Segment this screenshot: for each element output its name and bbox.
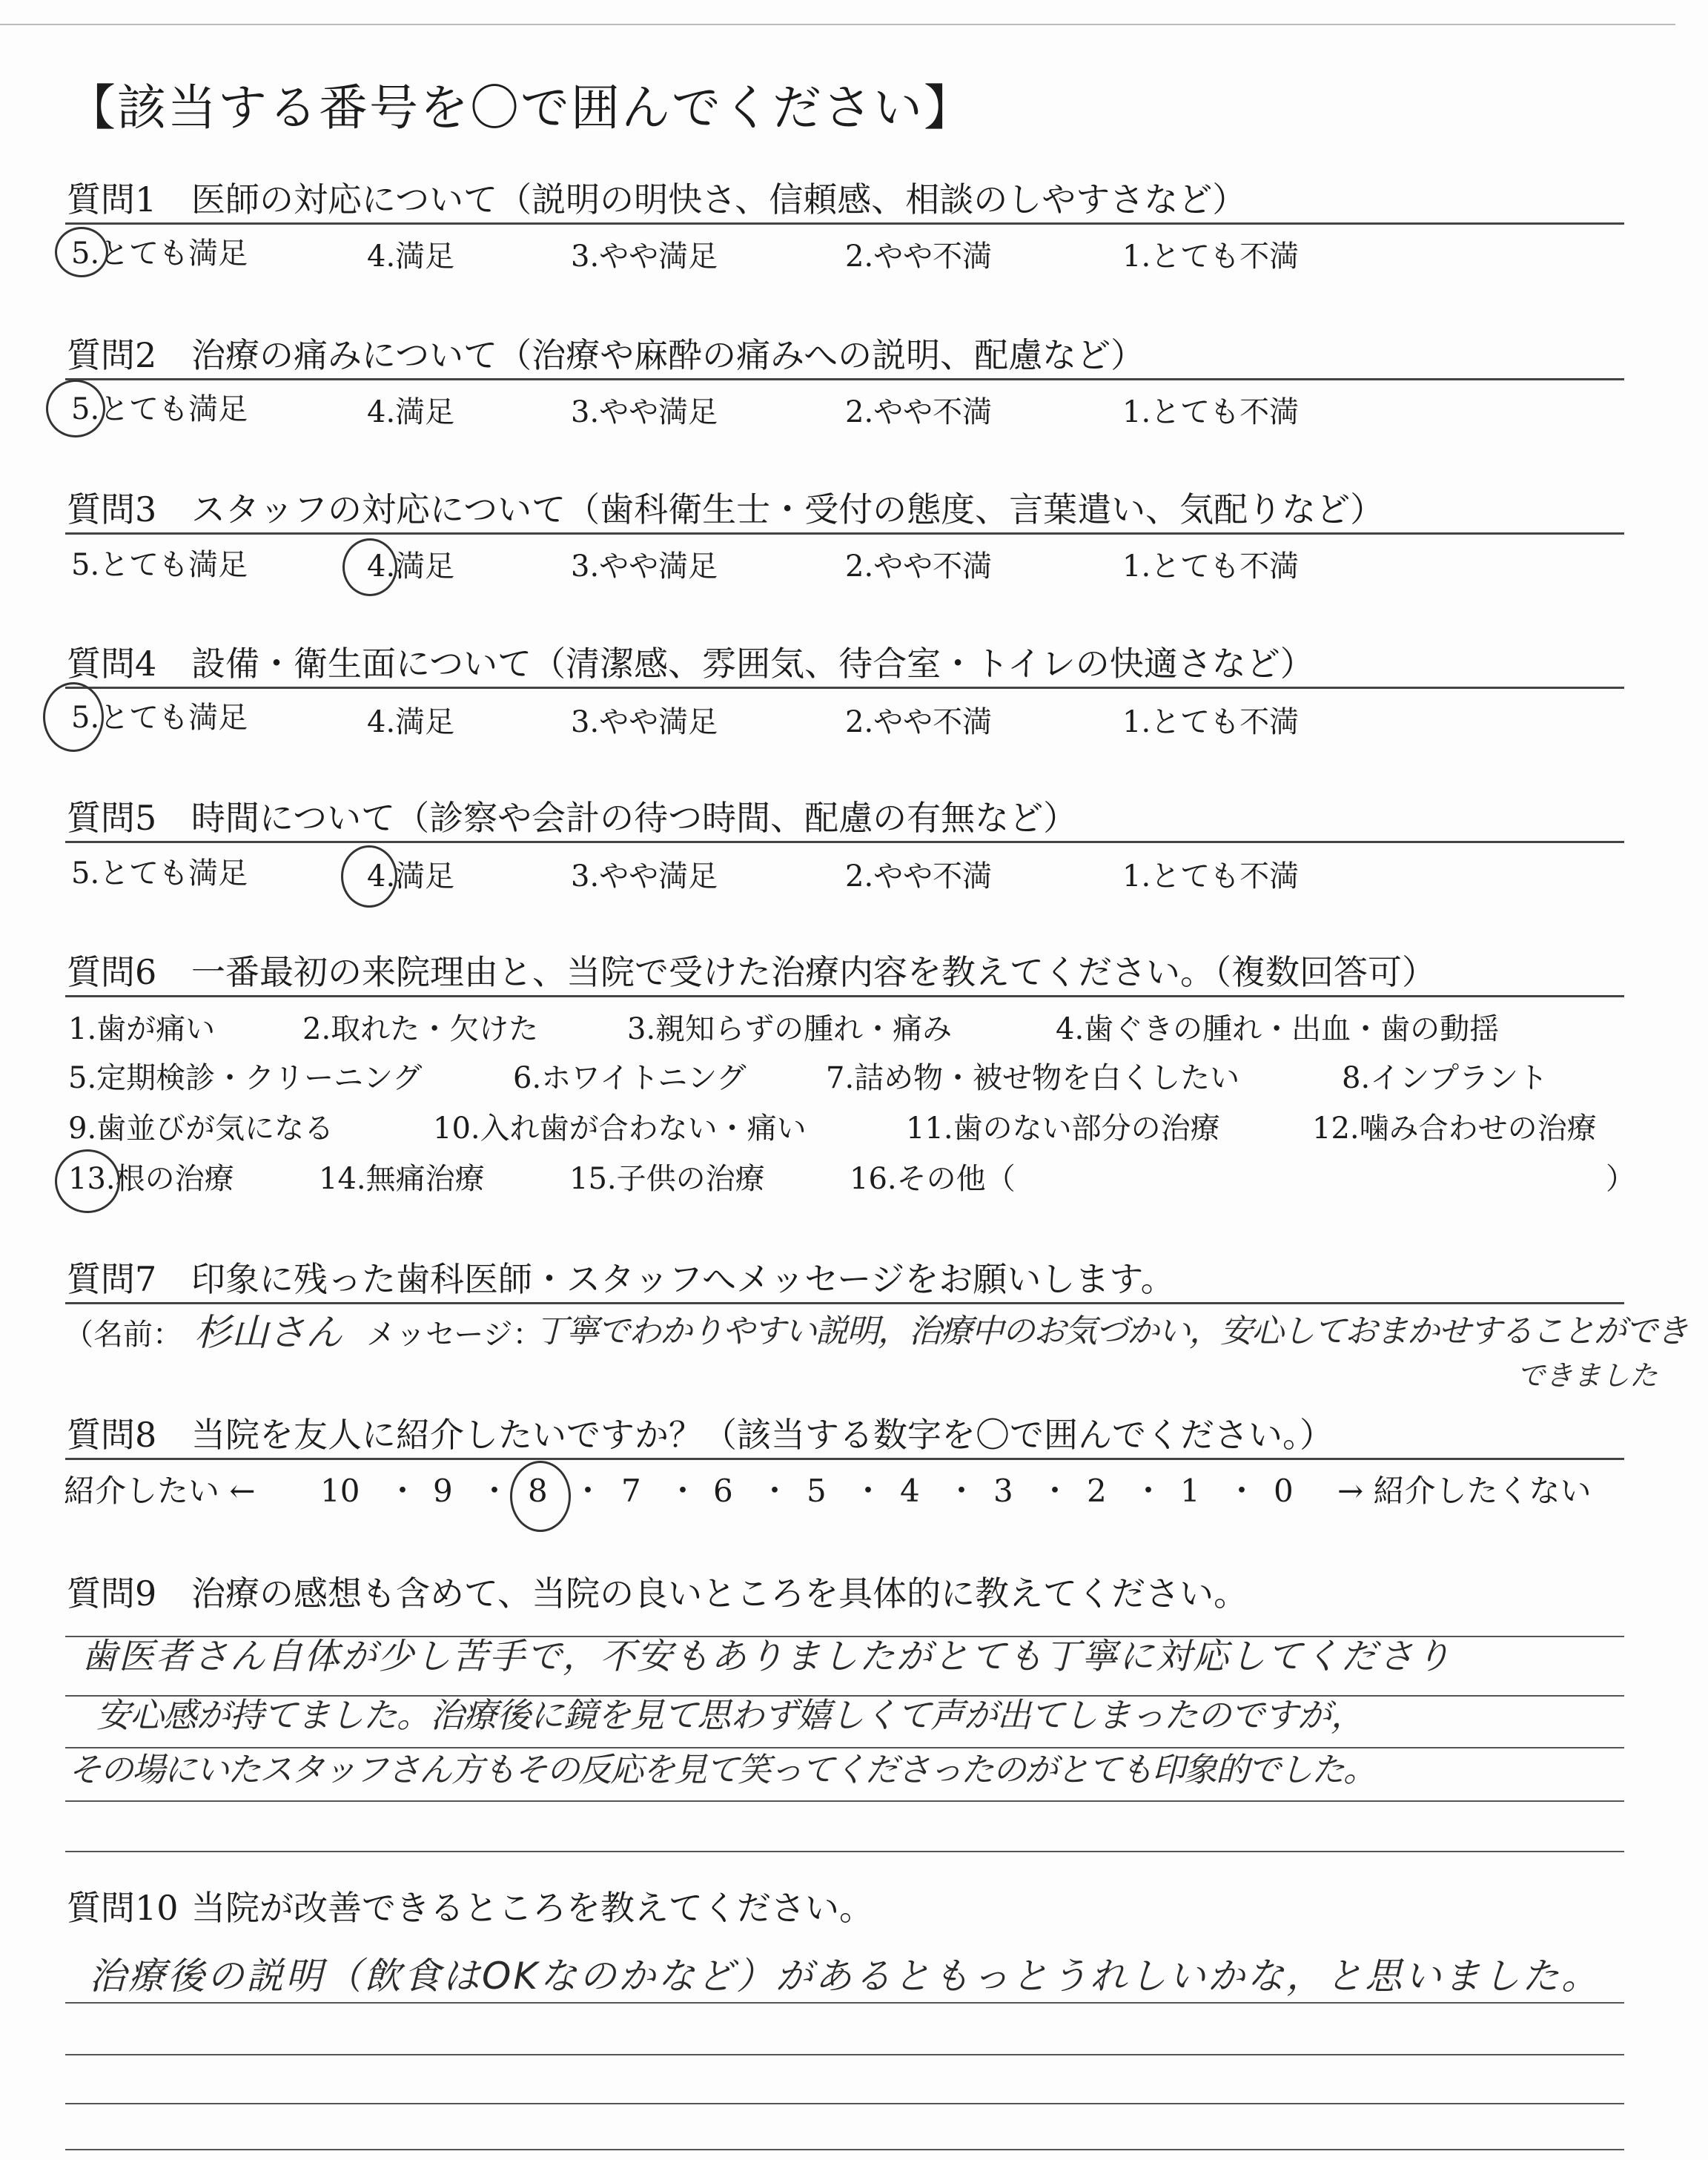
q3-choice-4[interactable]: 4.満足	[367, 549, 455, 584]
q6-option-6[interactable]: 6.ホワイトニング	[513, 1061, 747, 1095]
q1-label: 質問1	[67, 179, 157, 219]
q10-answer-line	[65, 2054, 1624, 2055]
q2-choice-5[interactable]: 5.とても満足	[71, 392, 248, 426]
q6-text: 一番最初の来院理由と、当院で受けた治療内容を教えてください。（複数回答可）	[191, 952, 1436, 992]
q10-answer-line	[65, 2002, 1624, 2004]
q5-label: 質問5	[67, 798, 157, 838]
q1-choice-3[interactable]: 3.やや満足	[571, 240, 718, 274]
q1-text: 医師の対応について（説明の明快さ、信頼感、相談のしやすさなど）	[191, 179, 1247, 219]
q7-name-value[interactable]: 杉山さん	[194, 1311, 342, 1354]
q6-option-10[interactable]: 10.入れ歯が合わない・痛い	[433, 1112, 807, 1146]
q8-sep: ・	[479, 1473, 511, 1509]
q5-heading	[67, 798, 1078, 838]
q10-heading	[67, 1888, 873, 1928]
q1-selected-circle	[55, 227, 108, 277]
q4-rule	[65, 687, 1624, 689]
q4-label: 質問4	[67, 644, 157, 684]
q8-value-10[interactable]: 10	[320, 1473, 360, 1509]
q1-heading	[67, 179, 1247, 219]
q8-sep: ・	[387, 1473, 419, 1509]
q7-name-label: （名前：	[64, 1318, 182, 1352]
page-title: 【該当する番号を〇で囲んでください】	[67, 79, 974, 136]
q10-answer-line	[65, 2149, 1624, 2150]
q9-answer-line	[65, 1747, 1624, 1748]
q8-value-8[interactable]: 8	[528, 1473, 548, 1509]
q3-rule	[65, 532, 1624, 535]
q8-sep: ・	[1133, 1473, 1165, 1509]
q6-option-16-close: ）	[1606, 1162, 1635, 1196]
q8-text: 当院を友人に紹介したいですか？（該当する数字を〇で囲んでください。）	[191, 1415, 1334, 1455]
q8-sep: ・	[667, 1473, 699, 1509]
q5-text: 時間について（診察や会計の待つ時間、配慮の有無など）	[191, 798, 1078, 838]
q8-value-5[interactable]: 5	[807, 1473, 827, 1509]
q7-message-label: メッセージ：	[366, 1318, 543, 1352]
q6-option-1[interactable]: 1.歯が痛い	[68, 1012, 216, 1046]
q6-option-2[interactable]: 2.取れた・欠けた	[302, 1012, 539, 1046]
q6-option-13[interactable]: 13.根の治療	[68, 1162, 234, 1196]
q8-value-4[interactable]: 4	[900, 1473, 920, 1509]
q5-choice-5[interactable]: 5.とても満足	[71, 856, 248, 891]
q4-choice-1[interactable]: 1.とても不満	[1122, 705, 1300, 739]
q6-option-12[interactable]: 12.噛み合わせの治療	[1312, 1112, 1597, 1146]
q7-heading	[67, 1259, 1175, 1299]
q6-option-15[interactable]: 15.子供の治療	[569, 1162, 765, 1196]
q3-label: 質問3	[67, 489, 157, 529]
q9-answer-line	[65, 1851, 1624, 1852]
q3-choice-5[interactable]: 5.とても満足	[71, 548, 248, 582]
q4-choice-3[interactable]: 3.やや満足	[571, 705, 718, 739]
q8-value-9[interactable]: 9	[433, 1473, 453, 1509]
q5-choice-3[interactable]: 3.やや満足	[571, 859, 718, 894]
q5-choice-4[interactable]: 4.満足	[367, 859, 455, 894]
q2-rule	[65, 378, 1624, 380]
q8-label: 質問8	[67, 1415, 157, 1455]
q6-selected-circle	[55, 1149, 120, 1213]
q8-sep: ・	[759, 1473, 791, 1509]
q1-choice-5[interactable]: 5.とても満足	[71, 237, 248, 271]
q4-text: 設備・衛生面について（清潔感、雰囲気、待合室・トイレの快適さなど）	[191, 644, 1314, 684]
q6-option-5[interactable]: 5.定期検診・クリーニング	[68, 1061, 423, 1095]
q5-rule	[65, 841, 1624, 843]
q3-choice-3[interactable]: 3.やや満足	[571, 549, 718, 584]
q8-sep: ・	[853, 1473, 884, 1509]
q4-selected-circle	[43, 682, 104, 752]
q1-choice-1[interactable]: 1.とても不満	[1122, 240, 1300, 274]
q4-choice-2[interactable]: 2.やや不満	[845, 705, 993, 739]
q7-message-line1[interactable]: 丁寧でわかりやすい説明，治療中のお気づかい，安心しておまかせすることができ	[535, 1312, 1687, 1350]
top-border	[0, 24, 1675, 25]
q6-heading	[67, 952, 1436, 992]
q8-sep: ・	[1226, 1473, 1258, 1509]
q8-rule	[65, 1458, 1624, 1460]
q8-sep: ・	[1039, 1473, 1071, 1509]
q6-option-8[interactable]: 8.インプラント	[1342, 1061, 1549, 1095]
q9-text: 治療の感想も含めて、当院の良いところを具体的に教えてください。	[191, 1573, 1248, 1614]
q8-value-7[interactable]: 7	[621, 1473, 641, 1509]
q8-right-label: → 紹介したくない	[1337, 1473, 1592, 1509]
q2-selected-circle	[46, 380, 105, 437]
q2-choice-3[interactable]: 3.やや満足	[571, 395, 718, 429]
q2-text: 治療の痛みについて（治療や麻酔の痛みへの説明、配慮など）	[191, 335, 1145, 375]
q3-selected-circle	[342, 538, 397, 596]
q8-heading	[67, 1415, 1334, 1455]
q4-heading	[67, 644, 1314, 684]
q6-label: 質問6	[67, 952, 157, 992]
q8-sep: ・	[572, 1473, 604, 1509]
q3-choice-1[interactable]: 1.とても不満	[1122, 549, 1300, 584]
q7-message-line2[interactable]: できました	[1517, 1359, 1658, 1392]
q7-label: 質問7	[67, 1259, 157, 1299]
q8-value-3[interactable]: 3	[993, 1473, 1013, 1509]
q10-answer-line	[65, 2103, 1624, 2104]
q6-option-9[interactable]: 9.歯並びが気になる	[68, 1112, 334, 1146]
q9-answer-line	[65, 1800, 1624, 1802]
q8-value-6[interactable]: 6	[713, 1473, 733, 1509]
q9-answer-line-3[interactable]: その場にいたスタッフさん方もその反応を見て笑ってくださったのがとても印象的でした。	[68, 1750, 1376, 1789]
q8-selected-circle	[510, 1461, 571, 1532]
q3-text: スタッフの対応について（歯科衛生士・受付の態度、言葉遣い、気配りなど）	[191, 489, 1385, 529]
q4-choice-5[interactable]: 5.とても満足	[71, 701, 248, 735]
q6-option-3[interactable]: 3.親知らずの腫れ・痛み	[627, 1012, 953, 1046]
q6-rule	[65, 995, 1624, 997]
q9-answer-line-2[interactable]: 安心感が持てました。治療後に鏡を見て思わず嬉しくて声が出てしまったのですが，	[96, 1695, 1364, 1735]
q2-choice-2[interactable]: 2.やや不満	[845, 395, 993, 429]
q6-option-7[interactable]: 7.詰め物・被せ物を白くしたい	[826, 1061, 1240, 1095]
q9-heading	[67, 1573, 1248, 1614]
q2-label: 質問2	[67, 335, 157, 375]
q8-value-0[interactable]: 0	[1274, 1473, 1294, 1509]
q7-text: 印象に残った歯科医師・スタッフへメッセージをお願いします。	[191, 1259, 1175, 1299]
q7-rule	[65, 1302, 1624, 1304]
q6-option-16[interactable]: 16.その他（	[850, 1162, 1016, 1196]
q9-answer-line-1[interactable]: 歯医者さん自体が少し苦手で，不安もありましたがとても丁寧に対応してくださり	[82, 1636, 1453, 1677]
q5-choice-1[interactable]: 1.とても不満	[1122, 859, 1300, 894]
q2-choice-4[interactable]: 4.満足	[367, 395, 455, 429]
q6-option-14[interactable]: 14.無痛治療	[319, 1162, 485, 1196]
q5-choice-2[interactable]: 2.やや不満	[845, 859, 993, 894]
q8-value-2[interactable]: 2	[1087, 1473, 1107, 1509]
q8-sep: ・	[946, 1473, 978, 1509]
q8-value-1[interactable]: 1	[1180, 1473, 1200, 1509]
q1-choice-2[interactable]: 2.やや不満	[845, 240, 993, 274]
q10-text: 当院が改善できるところを教えてください。	[191, 1888, 873, 1928]
q10-label: 質問10	[67, 1888, 179, 1928]
q4-choice-4[interactable]: 4.満足	[367, 705, 455, 739]
q2-heading	[67, 335, 1145, 375]
q1-choice-4[interactable]: 4.満足	[367, 240, 455, 274]
q6-option-4[interactable]: 4.歯ぐきの腫れ・出血・歯の動揺	[1056, 1012, 1500, 1046]
q2-choice-1[interactable]: 1.とても不満	[1122, 395, 1300, 429]
q3-heading	[67, 489, 1385, 529]
q3-choice-2[interactable]: 2.やや不満	[845, 549, 993, 584]
q1-rule	[65, 222, 1624, 225]
q8-left-label: 紹介したい ←	[64, 1473, 256, 1509]
q6-option-11[interactable]: 11.歯のない部分の治療	[906, 1112, 1220, 1146]
q9-label: 質問9	[67, 1573, 157, 1614]
q5-selected-circle	[341, 845, 397, 908]
q10-answer-line-1[interactable]: 治療後の説明（飲食はOKなのかなど）があるともっとうれしいかな，と思いました。	[89, 1955, 1601, 1998]
